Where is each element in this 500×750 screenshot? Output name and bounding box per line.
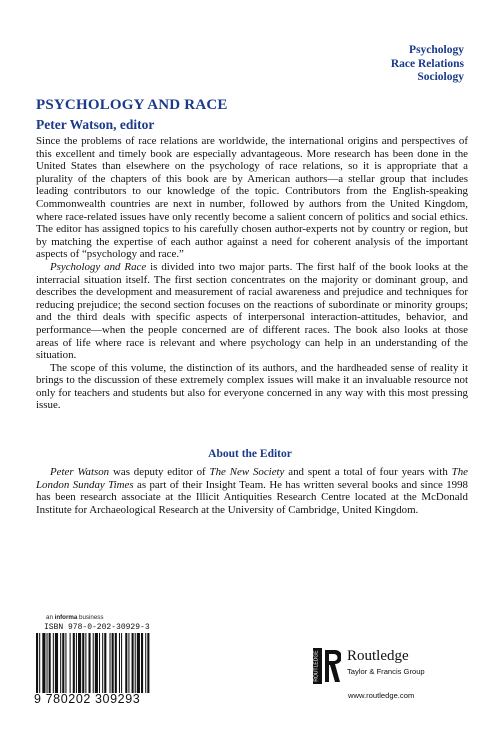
- informa-prefix: an: [46, 614, 55, 621]
- about-editor-heading: About the Editor: [208, 448, 292, 460]
- description-paragraph-2-text: is divided into two major parts. The first half of the book looks at the interracial situation itself. The first section concentrates on the majority or dominant group, and describes the development and measurement of racial awareness and prejudice and techniques for reducing prejudice; the second section focuses on the reactions of subordinate or minority groups; and the third deals with specific aspects of interpersonal interaction-attitudes, behavior, and performance—when the people concerned are of different races. The book also looks at those areas of life where race is relevant and where psychology can help in an understanding of the situation.: [36, 260, 469, 362]
- about-text-1: was deputy editor of: [109, 466, 210, 478]
- publication-1: The New Society: [209, 466, 285, 478]
- publication-2: The London Sunday Times: [36, 466, 468, 491]
- isbn-text: ISBN 978-0-202-30929-3: [44, 623, 150, 632]
- book-title-italic: Psychology and Race: [50, 260, 147, 273]
- barcode-block: [34, 614, 192, 706]
- description-paragraph-3: The scope of this volume, the distinction of its authors, and the hardheaded sense of reality it brings to the discussion of these extremely complex issues will make it an invaluable resource not only for teachers and students but also for everyone concerned in any way with this most pressing issue.: [36, 361, 468, 412]
- editor-name: Peter Watson: [50, 466, 110, 478]
- book-description: [36, 135, 468, 412]
- informa-brand: informa: [54, 614, 78, 621]
- barcode-image: [34, 633, 184, 693]
- description-paragraph-1: Since the problems of race relations are worldwide, the international origins and perspectives of this excellent and timely book are especially advantageous. More research has been done in the United States than elsewhere on the psychology of race relations, so it is appropriate that a plurality of the chapters of this book are by American authors—a stellar group that includes leading contributors to our knowledge of the topic. Contributors from the English-speaking Commonwealth countries are next in number, followed by authors from the United Kingdom, where race-related issues have only recently become a salient concern of politics and social ethics. The editor has assigned topics to his carefully chosen author-experts not by country or region, but by matching the expertise of each author against a need for coherent analysis of the important aspects of “psychology and race.”: [36, 135, 468, 261]
- informa-business-line: [46, 614, 192, 621]
- about-paragraph: [36, 466, 468, 516]
- informa-suffix: business: [77, 614, 104, 621]
- about-text-3: as part of their Insight Team. He has written several books and since 1998 has been research associate at the Illicit Antiquities Research Centre located at the McDonald Institute for Archaeological Research at the University of Cambridge, United Kingdom.: [36, 478, 468, 516]
- subject-psychology: Psychology: [409, 44, 464, 56]
- subject-sociology: Sociology: [417, 71, 464, 83]
- routledge-mark-icon: [313, 648, 341, 684]
- publisher-url: www.routledge.com: [348, 691, 415, 700]
- publisher-group: Taylor & Francis Group: [347, 667, 425, 676]
- book-editor: Peter Watson, editor: [36, 117, 155, 132]
- subject-race-relations: Race Relations: [390, 57, 464, 70]
- about-text-2: and spent a total of four years with: [284, 466, 452, 478]
- about-editor-text: [36, 466, 468, 516]
- publisher-name: Routledge: [347, 648, 409, 664]
- subject-categories: [391, 44, 464, 85]
- barcode-digits: 9 780202 309293: [34, 692, 141, 706]
- book-title: PSYCHOLOGY AND RACE: [36, 97, 228, 113]
- logo-spine-text: ROUTLEDGE: [313, 650, 320, 682]
- description-paragraph-2: [36, 261, 468, 362]
